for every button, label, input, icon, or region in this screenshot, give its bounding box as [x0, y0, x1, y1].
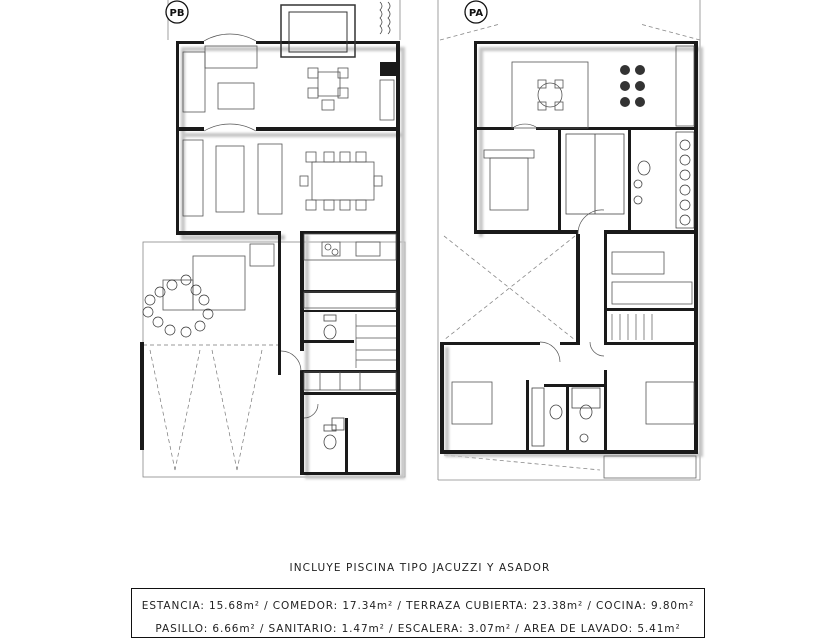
areas-line-1 — [132, 595, 704, 618]
upper-floor-plan — [438, 0, 700, 480]
ground-stair — [356, 314, 396, 368]
ground-wall-shadow — [176, 42, 400, 474]
upper-bathrooms — [532, 134, 650, 446]
ground-toilets — [324, 315, 344, 449]
living-dining-furniture — [183, 140, 382, 216]
terrace-plants — [620, 65, 645, 107]
area-item: / COMEDOR: 17.34m² — [260, 600, 393, 612]
area-item: / AREA DE LAVADO: 5.41m² — [511, 623, 681, 635]
ground-hedge — [380, 2, 390, 34]
garage — [143, 345, 278, 470]
areas-box — [131, 588, 705, 638]
amenities-caption: INCLUYE PISCINA TIPO JACUZZI Y ASADOR — [289, 562, 551, 574]
plan-label-pb — [166, 1, 188, 23]
patio-garden — [163, 244, 274, 310]
jacuzzi-pool — [281, 5, 355, 57]
area-item: / SANITARIO: 1.47m² — [256, 623, 385, 635]
upper-walls — [440, 41, 698, 454]
side-planter — [676, 132, 694, 228]
garden-plants — [143, 275, 213, 337]
upper-bedrooms — [452, 150, 694, 424]
upper-stair — [612, 314, 652, 340]
upper-terrace — [512, 46, 694, 128]
svg-text:PA: PA — [468, 8, 484, 19]
garage-wall — [140, 342, 144, 450]
svg-text:PB: PB — [169, 8, 185, 19]
area-item: PASILLO: 6.66m² — [155, 623, 256, 635]
ground-walls — [176, 41, 400, 475]
area-item: / COCINA: 9.80m² — [583, 600, 694, 612]
area-item: / TERRAZA CUBIERTA: 23.38m² — [393, 600, 583, 612]
balcony-rail — [604, 456, 696, 478]
ground-floor-plan — [140, 0, 405, 477]
plan-label-pa — [465, 1, 487, 23]
area-item: / ESCALERA: 3.07m² — [385, 623, 511, 635]
area-item: ESTANCIA: 15.68m² — [141, 600, 260, 612]
ground-lot-boundary — [143, 0, 405, 477]
